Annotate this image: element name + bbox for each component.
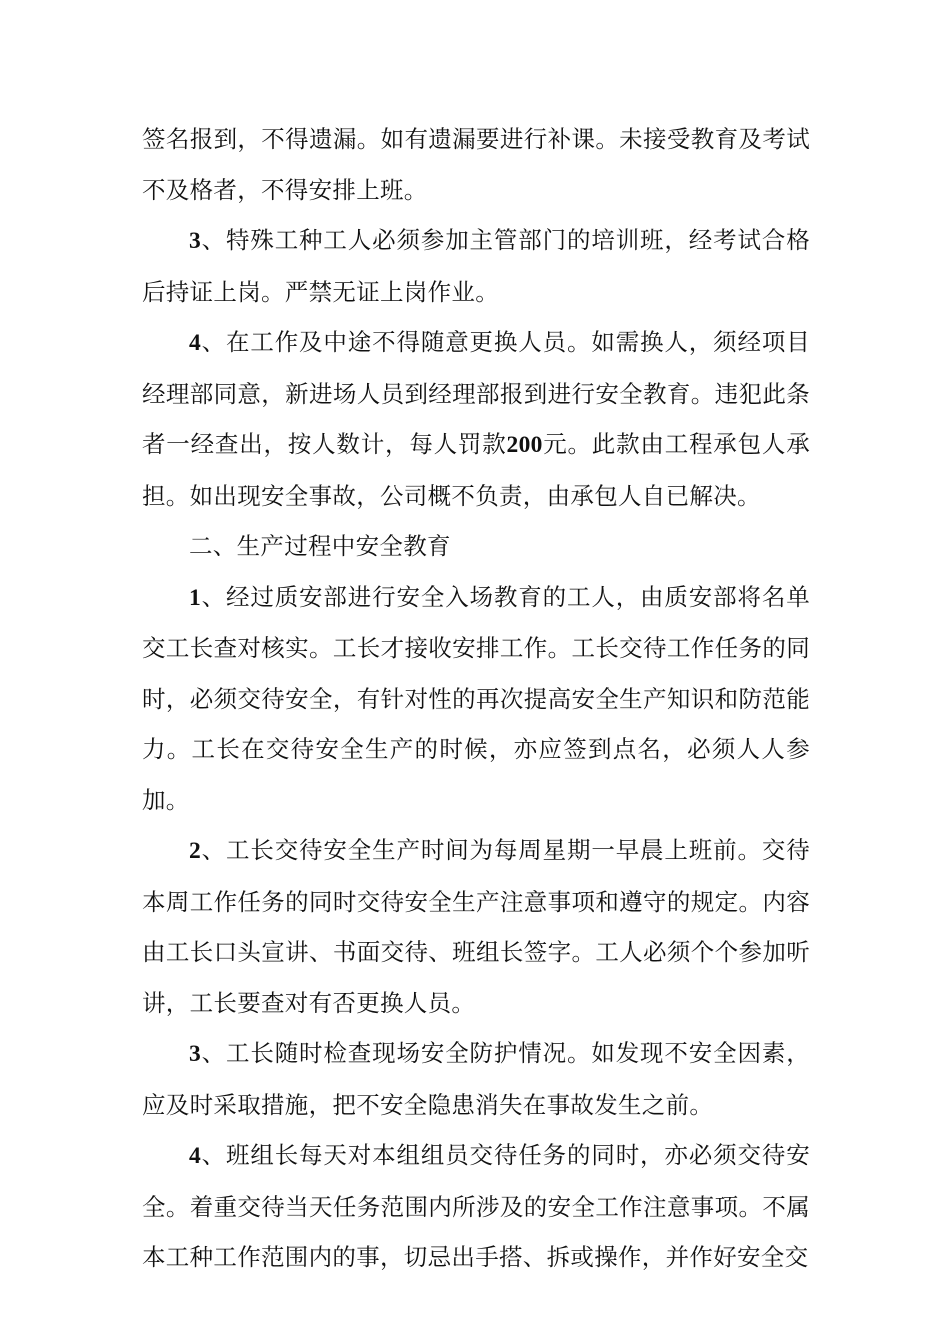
document-page xyxy=(142,114,810,1283)
fine-amount: 200 xyxy=(506,432,543,458)
paragraph-text: 签名报到，不得遗漏。如有遗漏要进行补课。未接受教育及考试不及格者，不得安排上班。 xyxy=(142,125,810,204)
paragraph-text: 、特殊工种工人必须参加主管部门的培训班，经考试合格后持证上岗。严禁无证上岗作业。 xyxy=(142,226,810,306)
item-number: 3 xyxy=(189,228,202,254)
section-paragraph-3 xyxy=(142,1028,810,1130)
paragraph-item-3 xyxy=(142,215,810,317)
item-number: 3 xyxy=(189,1041,202,1067)
paragraph-text: 、工长随时检查现场安全防护情况。如发现不安全因素，应及时采取措施，把不安全隐患消失在事故发生之前。 xyxy=(142,1039,810,1119)
item-number: 1 xyxy=(189,584,202,611)
section-paragraph-1 xyxy=(142,572,810,826)
paragraph-item-4 xyxy=(142,317,810,521)
paragraph-continuation xyxy=(142,114,810,215)
section-paragraph-4 xyxy=(142,1130,810,1283)
paragraph-text: 、经过质安部进行安全入场教育的工人，由质安部将名单交工长查对核实。工长才接收安排工作。工长交待工作任务的同时，必须交待安全，有针对性的再次提高安全生产知识和防范能力。工长在交待安全生产的时候，亦应签到点名，必须人人参加。 xyxy=(142,582,810,814)
paragraph-text: 、工长交待安全生产时间为每周星期一早晨上班前。交待本周工作任务的同时交待安全生产注意事项和遵守的规定。内容由工长口头宣讲、书面交待、班组长签字。工人必须个个参加听讲，工长要查对有否更换人员。 xyxy=(142,836,810,1017)
section-paragraph-2 xyxy=(142,825,810,1028)
paragraph-text: 、班组长每天对本组组员交待任务的同时，亦必须交待安全。着重交待当天任务范围内所涉及的安全工作注意事项。不属本工种工作范围内的事，切忌出手搭、拆或操作，并作好安全交 xyxy=(142,1141,810,1271)
paragraph-text-tail: 元。此款由工程承包人承担。如出现安全事故，公司概不负责，由承包人自已解决。 xyxy=(142,430,811,510)
item-number: 4 xyxy=(189,1143,202,1169)
item-number: 4 xyxy=(189,330,202,356)
section-heading: 二、生产过程中安全教育 xyxy=(189,532,451,560)
paragraph-text: 、在工作及中途不得随意更换人员。如需换人，须经项目经理部同意，新进场人员到经理部报到进行安全教育。违犯此条者一经查出，按人数计，每人罚款 xyxy=(142,328,810,458)
item-number: 2 xyxy=(189,838,202,864)
